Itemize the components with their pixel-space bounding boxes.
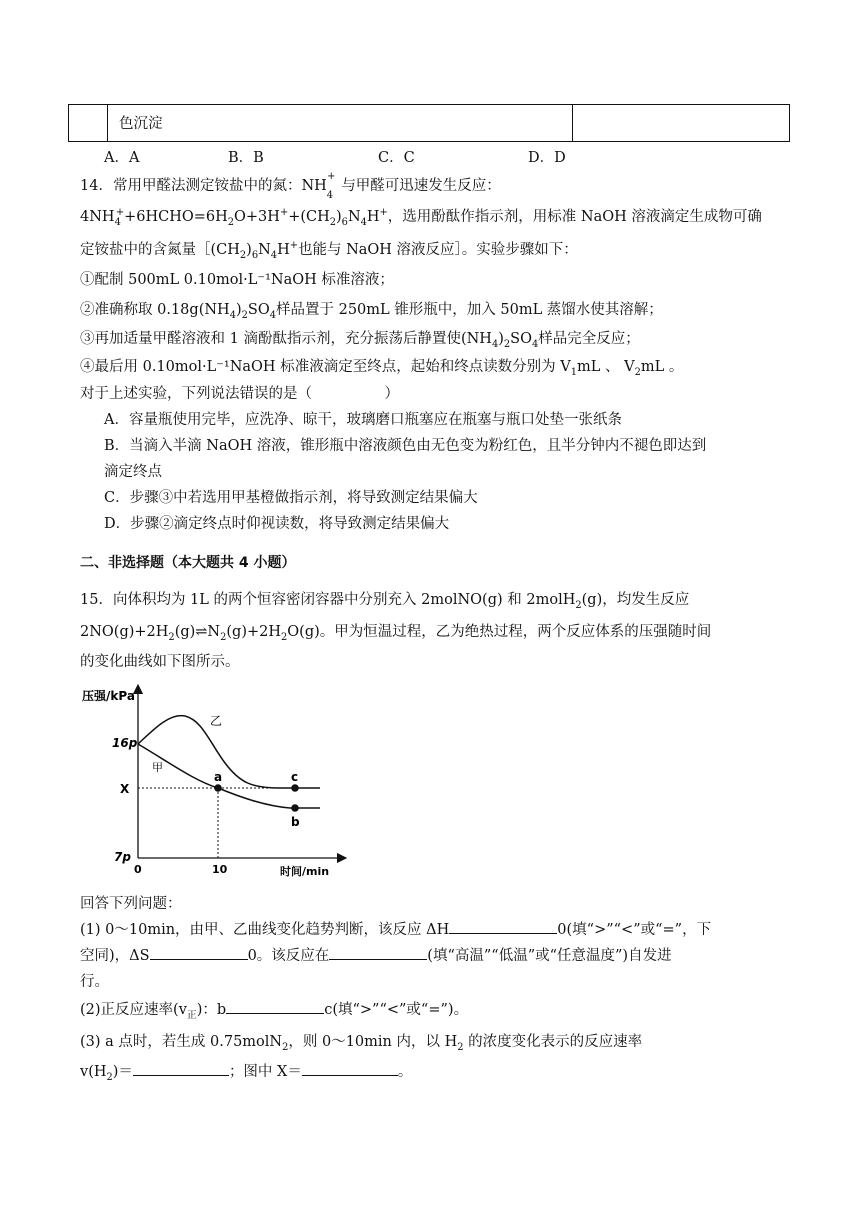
q15-part1-cont: 空同)，ΔS 0。该反应在 (填“高温”“低温”或“任意温度”)自发进: [80, 944, 672, 965]
q14-step4: ④最后用 0.10mol·L⁻¹NaOH 标准液滴定至终点，起始和终点读数分别为 $V_1mL$ 、 $V_2mL$ 。: [80, 359, 684, 378]
point-b-label: b: [291, 815, 300, 829]
table-divider: [572, 105, 573, 141]
blank-delta-s[interactable]: [150, 945, 248, 961]
table-cell-empty: [69, 105, 108, 141]
y-tick-x: X: [120, 782, 130, 796]
q15-part3-answer: $v(H_2)=$ ；图中 X＝ 。: [80, 1060, 412, 1081]
q14-option-d: D．步骤②滴定终点时仰视读数，将导致测定结果偏大: [104, 516, 450, 532]
point-a: [214, 784, 222, 792]
y-axis-label: 压强/kPa: [82, 689, 135, 703]
q15-part2: (2)正反应速率$(v_正)$：b c(填“>”“<”或“=”)。: [80, 998, 468, 1019]
q14-option-c: C．步骤③中若选用甲基橙做指示剂，将导致测定结果偏大: [104, 490, 478, 506]
pressure-time-chart: [80, 683, 350, 883]
blank-spontaneity[interactable]: [329, 945, 427, 961]
option-b: B．B: [228, 150, 264, 166]
blank-rate-compare[interactable]: [226, 999, 324, 1015]
q15-line1: 15．向体积均为 1L 的两个恒容密闭容器中分别充入 2molNO(g) 和 2molH$_2$(g)，均发生反应: [80, 592, 690, 611]
x-tick-0: 0: [134, 863, 142, 876]
curve-yi-label: 乙: [210, 714, 223, 728]
q15-line3: 的变化曲线如下图所示。: [80, 654, 240, 670]
q15-part3: (3) a 点时，若生成 0.75molN$_2$，则 0～10min 内，以 $H_2$ 的浓度变化表示的反应速率: [80, 1034, 643, 1053]
q14-line3: 定铵盐中的含氮量$[(CH_2)_6N_4H^+$也能与 NaOH 溶液反应］。实验步骤如下：: [80, 240, 578, 261]
x-tick-10: 10: [212, 863, 228, 876]
q14-option-b: B．当滴入半滴 NaOH 溶液，锥形瓶中溶液颜色由无色变为粉红色，且半分钟内不褪色即达到: [104, 438, 707, 454]
x-axis-label: 时间/min: [280, 865, 330, 878]
q15-line2: $2NO(g)+2H_2(g)\rightleftharpoons N_2(g)+2H_2O(g)$。甲为恒温过程，乙为绝热过程，两个反应体系的压强随时间: [80, 624, 712, 643]
answer-intro: 回答下列问题：: [80, 896, 182, 912]
point-c-label: c: [291, 770, 299, 784]
y-tick-16p: 16p: [112, 736, 138, 750]
q14-option-a: A．容量瓶使用完毕，应洗净、晾干，玻璃磨口瓶塞应在瓶塞与瓶口处垫一张纸条: [104, 412, 622, 428]
blank-x-value[interactable]: [302, 1061, 398, 1077]
point-b: [291, 804, 299, 812]
section-title: 二、非选择题（本大题共 4 小题）: [80, 555, 296, 571]
option-c: C．C: [378, 150, 415, 166]
q14-question: 对于上述实验，下列说法错误的是（ ）: [80, 386, 399, 402]
q15-part1-end: 行。: [80, 974, 109, 990]
q14-intro: 14．常用甲醛法测定铵盐中的氮：$NH_4^+$与甲醛可迅速发生反应：: [80, 171, 501, 201]
q14-step2: ②准确称取 $0.18g(NH_4)_2SO_4$样品置于 250mL 锥形瓶中，加入 50mL 蒸馏水使其溶解；: [80, 302, 663, 321]
q14-step1: ①配制 500mL 0.10mol·L⁻¹NaOH 标准溶液；: [80, 272, 394, 288]
q14-option-b-cont: 滴定终点: [104, 464, 162, 480]
curve-jia-label: 甲: [152, 761, 163, 774]
y-tick-7p: 7p: [114, 850, 131, 864]
point-c: [291, 784, 299, 792]
q14-equation: $4NH_4^++6HCHO=6H_2O+3H^++(CH_2)_6N_4H^+$，选用酚酞作指示剂，用标准 NaOH 溶液滴定生成物可确: [80, 207, 762, 228]
option-d: D．D: [528, 150, 566, 166]
option-a: A．A: [104, 150, 140, 166]
answer-table-row: [68, 104, 790, 142]
blank-delta-h[interactable]: [449, 919, 557, 935]
point-a-label: a: [214, 770, 223, 784]
q15-part1: (1) 0～10min，由甲、乙曲线变化趋势判断，该反应 ΔH 0(填“>”“<”或“=”，下: [80, 918, 711, 939]
q14-step3: ③再加适量甲醛溶液和 1 滴酚酞指示剂，充分振荡后静置使$(NH_4)_2SO_4$样品完全反应；: [80, 331, 640, 350]
table-cell-text: 色沉淀: [119, 116, 163, 132]
blank-rate-h2[interactable]: [133, 1061, 229, 1077]
